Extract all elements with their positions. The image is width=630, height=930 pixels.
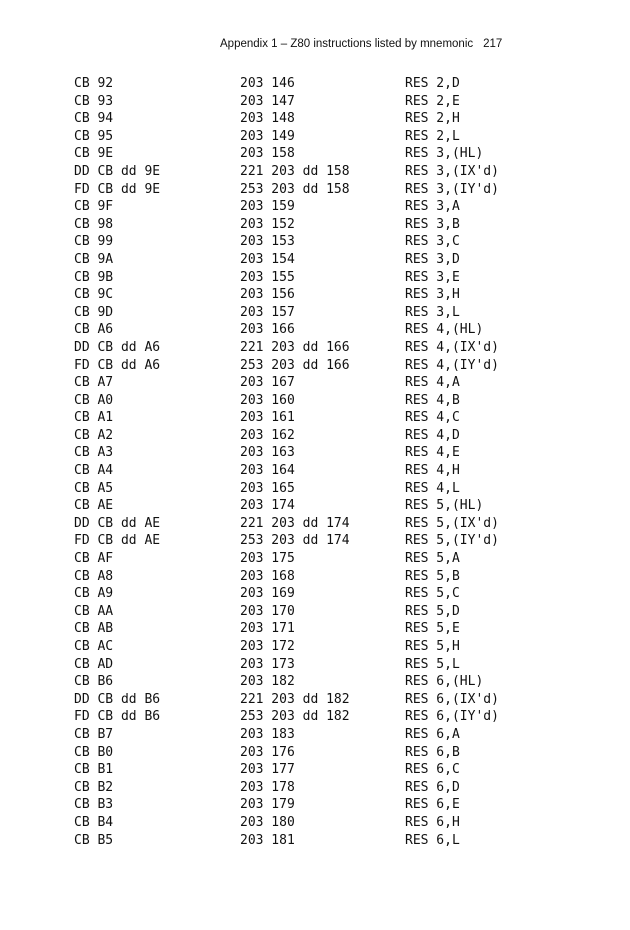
decimal-opcode-cell: 203 168	[240, 568, 295, 584]
hex-opcode-cell: CB A9	[74, 586, 114, 602]
mnemonic-cell: RES 6,C	[405, 762, 460, 778]
mnemonic-cell: RES 5,L	[405, 656, 460, 672]
table-row	[0, 181, 630, 199]
table-row	[0, 620, 630, 638]
hex-opcode-cell: CB A2	[74, 427, 114, 443]
hex-opcode-cell: CB A1	[74, 410, 114, 426]
mnemonic-cell: RES 4,H	[405, 463, 460, 479]
decimal-opcode-cell: 203 182	[240, 674, 295, 690]
table-row	[0, 550, 630, 568]
decimal-opcode-cell: 203 163	[240, 445, 295, 461]
decimal-opcode-cell: 203 149	[240, 128, 295, 144]
hex-opcode-cell: CB 92	[74, 76, 114, 91]
hex-opcode-cell: DD CB dd A6	[74, 339, 161, 355]
decimal-opcode-cell: 221 203 dd 166	[240, 339, 350, 355]
hex-opcode-cell: CB 9E	[74, 146, 114, 162]
decimal-opcode-cell: 203 169	[240, 586, 295, 602]
mnemonic-cell: RES 4,C	[405, 410, 460, 426]
mnemonic-cell: RES 3,D	[405, 251, 460, 267]
decimal-opcode-cell: 203 176	[240, 744, 295, 760]
decimal-opcode-cell: 203 148	[240, 111, 295, 127]
decimal-opcode-cell: 203 165	[240, 480, 295, 496]
mnemonic-cell: RES 5,(HL)	[405, 498, 484, 514]
table-row	[0, 691, 630, 709]
mnemonic-cell: RES 6,(IY'd)	[405, 709, 499, 725]
decimal-opcode-cell: 203 177	[240, 762, 295, 778]
hex-opcode-cell: CB AE	[74, 498, 114, 514]
decimal-opcode-cell: 203 172	[240, 639, 295, 654]
table-row	[0, 216, 630, 234]
mnemonic-cell: RES 4,D	[405, 427, 460, 443]
decimal-opcode-cell: 203 158	[240, 146, 295, 162]
table-row	[0, 145, 630, 163]
mnemonic-cell: RES 4,L	[405, 480, 460, 496]
decimal-opcode-cell: 203 171	[240, 621, 295, 637]
hex-opcode-cell: CB 9B	[74, 269, 114, 285]
decimal-opcode-cell: 203 161	[240, 410, 295, 426]
hex-opcode-cell: CB B3	[74, 797, 114, 813]
table-row	[0, 444, 630, 462]
decimal-opcode-cell: 203 159	[240, 199, 295, 215]
page-number: 217	[483, 38, 503, 50]
page-header	[220, 38, 550, 50]
table-row	[0, 779, 630, 797]
hex-opcode-cell: CB 9F	[74, 199, 114, 215]
mnemonic-cell: RES 2,H	[405, 111, 460, 127]
table-row	[0, 656, 630, 674]
table-row	[0, 392, 630, 410]
hex-opcode-cell: CB A6	[74, 322, 114, 338]
hex-opcode-cell: FD CB dd AE	[74, 533, 161, 549]
table-row	[0, 603, 630, 621]
mnemonic-cell: RES 3,L	[405, 304, 460, 320]
table-row	[0, 93, 630, 111]
table-row	[0, 75, 630, 93]
table-row	[0, 673, 630, 691]
table-row	[0, 568, 630, 586]
hex-opcode-cell: CB 9C	[74, 287, 114, 303]
decimal-opcode-cell: 203 180	[240, 814, 295, 830]
table-row	[0, 744, 630, 762]
table-row	[0, 497, 630, 515]
mnemonic-cell: RES 6,E	[405, 797, 460, 813]
hex-opcode-cell: CB A0	[74, 392, 114, 408]
decimal-opcode-cell: 203 175	[240, 551, 295, 567]
decimal-opcode-cell: 203 154	[240, 251, 295, 267]
table-row	[0, 128, 630, 146]
table-row	[0, 409, 630, 427]
hex-opcode-cell: CB 98	[74, 216, 114, 232]
decimal-opcode-cell: 203 179	[240, 797, 295, 813]
hex-opcode-cell: CB B4	[74, 814, 114, 830]
hex-opcode-cell: FD CB dd B6	[74, 709, 161, 725]
mnemonic-cell: RES 6,D	[405, 779, 460, 795]
table-row	[0, 761, 630, 779]
table-row	[0, 374, 630, 392]
decimal-opcode-cell: 203 178	[240, 779, 295, 795]
decimal-opcode-cell: 203 155	[240, 269, 295, 285]
mnemonic-cell: RES 3,B	[405, 216, 460, 232]
table-row	[0, 321, 630, 339]
table-row	[0, 726, 630, 744]
hex-opcode-cell: CB B5	[74, 832, 114, 848]
mnemonic-cell: RES 3,C	[405, 234, 460, 250]
table-row	[0, 814, 630, 832]
mnemonic-cell: RES 6,(HL)	[405, 674, 484, 690]
mnemonic-cell: RES 5,B	[405, 568, 460, 584]
mnemonic-cell: RES 4,(IX'd)	[405, 339, 499, 355]
hex-opcode-cell: CB A3	[74, 445, 114, 461]
decimal-opcode-cell: 253 203 dd 166	[240, 357, 350, 373]
mnemonic-cell: RES 6,(IX'd)	[405, 691, 499, 707]
mnemonic-cell: RES 6,A	[405, 726, 460, 742]
mnemonic-cell: RES 2,D	[405, 76, 460, 91]
table-row	[0, 251, 630, 269]
hex-opcode-cell: CB AA	[74, 603, 114, 619]
hex-opcode-cell: CB 94	[74, 111, 114, 127]
mnemonic-cell: RES 3,E	[405, 269, 460, 285]
mnemonic-cell: RES 3,(IX'd)	[405, 163, 499, 179]
mnemonic-cell: RES 4,(HL)	[405, 322, 484, 338]
decimal-opcode-cell: 203 166	[240, 322, 295, 338]
decimal-opcode-cell: 203 162	[240, 427, 295, 443]
mnemonic-cell: RES 5,(IX'd)	[405, 515, 499, 531]
table-row	[0, 462, 630, 480]
mnemonic-cell: RES 4,(IY'd)	[405, 357, 499, 373]
decimal-opcode-cell: 203 167	[240, 375, 295, 391]
decimal-opcode-cell: 203 170	[240, 603, 295, 619]
mnemonic-cell: RES 3,(HL)	[405, 146, 484, 162]
hex-opcode-cell: CB AB	[74, 621, 114, 637]
hex-opcode-cell: CB 93	[74, 93, 114, 109]
decimal-opcode-cell: 203 157	[240, 304, 295, 320]
decimal-opcode-cell: 203 183	[240, 726, 295, 742]
decimal-opcode-cell: 203 164	[240, 463, 295, 479]
decimal-opcode-cell: 253 203 dd 174	[240, 533, 350, 549]
decimal-opcode-cell: 221 203 dd 158	[240, 163, 350, 179]
mnemonic-cell: RES 5,D	[405, 603, 460, 619]
table-row	[0, 796, 630, 814]
hex-opcode-cell: CB AC	[74, 639, 114, 654]
mnemonic-cell: RES 2,L	[405, 128, 460, 144]
decimal-opcode-cell: 203 147	[240, 93, 295, 109]
hex-opcode-cell: DD CB dd B6	[74, 691, 161, 707]
mnemonic-cell: RES 4,A	[405, 375, 460, 391]
hex-opcode-cell: CB B7	[74, 726, 114, 742]
table-row	[0, 515, 630, 533]
decimal-opcode-cell: 203 146	[240, 76, 295, 91]
hex-opcode-cell: CB B1	[74, 762, 114, 778]
decimal-opcode-cell: 203 160	[240, 392, 295, 408]
hex-opcode-cell: FD CB dd A6	[74, 357, 161, 373]
hex-opcode-cell: CB A8	[74, 568, 114, 584]
table-row	[0, 269, 630, 287]
mnemonic-cell: RES 3,A	[405, 199, 460, 215]
instruction-table	[0, 75, 630, 849]
hex-opcode-cell: CB AD	[74, 656, 114, 672]
decimal-opcode-cell: 203 174	[240, 498, 295, 514]
mnemonic-cell: RES 6,B	[405, 744, 460, 760]
decimal-opcode-cell: 203 156	[240, 287, 295, 303]
decimal-opcode-cell: 221 203 dd 182	[240, 691, 350, 707]
table-row	[0, 532, 630, 550]
mnemonic-cell: RES 3,(IY'd)	[405, 181, 499, 197]
mnemonic-cell: RES 4,E	[405, 445, 460, 461]
mnemonic-cell: RES 6,H	[405, 814, 460, 830]
decimal-opcode-cell: 253 203 dd 158	[240, 181, 350, 197]
table-row	[0, 339, 630, 357]
table-row	[0, 304, 630, 322]
decimal-opcode-cell: 203 173	[240, 656, 295, 672]
hex-opcode-cell: CB 9A	[74, 251, 114, 267]
mnemonic-cell: RES 5,C	[405, 586, 460, 602]
decimal-opcode-cell: 203 153	[240, 234, 295, 250]
hex-opcode-cell: CB B2	[74, 779, 114, 795]
table-row	[0, 233, 630, 251]
hex-opcode-cell: CB B0	[74, 744, 114, 760]
mnemonic-cell: RES 6,L	[405, 832, 460, 848]
hex-opcode-cell: CB AF	[74, 551, 114, 567]
mnemonic-cell: RES 4,B	[405, 392, 460, 408]
decimal-opcode-cell: 221 203 dd 174	[240, 515, 350, 531]
mnemonic-cell: RES 5,A	[405, 551, 460, 567]
table-row	[0, 585, 630, 603]
table-row	[0, 357, 630, 375]
hex-opcode-cell: CB A7	[74, 375, 114, 391]
mnemonic-cell: RES 5,(IY'd)	[405, 533, 499, 549]
table-row	[0, 638, 630, 656]
table-row	[0, 286, 630, 304]
table-row	[0, 708, 630, 726]
hex-opcode-cell: CB 99	[74, 234, 114, 250]
mnemonic-cell: RES 5,E	[405, 621, 460, 637]
decimal-opcode-cell: 203 152	[240, 216, 295, 232]
table-row	[0, 427, 630, 445]
hex-opcode-cell: CB B6	[74, 674, 114, 690]
mnemonic-cell: RES 5,H	[405, 639, 460, 654]
hex-opcode-cell: DD CB dd 9E	[74, 163, 161, 179]
table-row	[0, 198, 630, 216]
decimal-opcode-cell: 203 181	[240, 832, 295, 848]
hex-opcode-cell: CB A5	[74, 480, 114, 496]
decimal-opcode-cell: 253 203 dd 182	[240, 709, 350, 725]
hex-opcode-cell: CB 95	[74, 128, 114, 144]
running-title: Appendix 1 – Z80 instructions listed by mnemonic	[220, 38, 474, 50]
table-row	[0, 110, 630, 128]
mnemonic-cell: RES 2,E	[405, 93, 460, 109]
table-row	[0, 480, 630, 498]
hex-opcode-cell: FD CB dd 9E	[74, 181, 161, 197]
hex-opcode-cell: DD CB dd AE	[74, 515, 161, 531]
table-row	[0, 832, 630, 850]
hex-opcode-cell: CB 9D	[74, 304, 114, 320]
hex-opcode-cell: CB A4	[74, 463, 114, 479]
mnemonic-cell: RES 3,H	[405, 287, 460, 303]
table-row	[0, 163, 630, 181]
